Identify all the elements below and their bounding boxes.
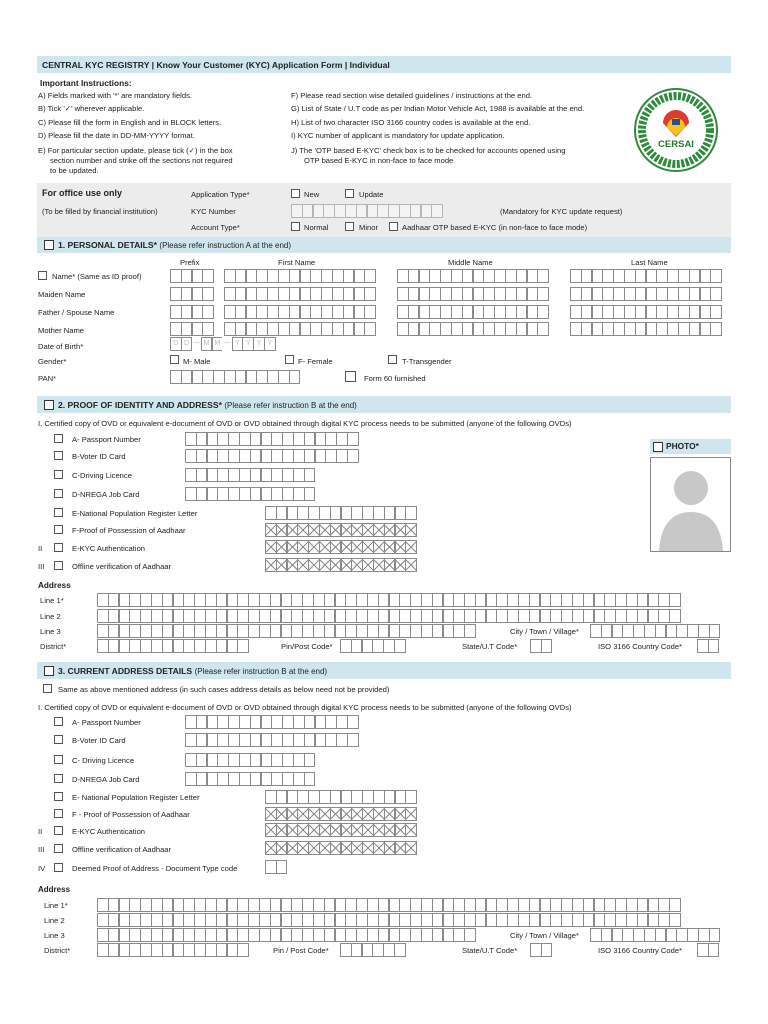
poi-ii-mark: II — [38, 544, 43, 553]
current-address-heading: 3. CURRENT ADDRESS DETAILS (Please refer instruction B at the end) — [58, 666, 328, 676]
current-offline-label: Offline verification of Aadhaar — [72, 845, 172, 854]
poi-item-label-3: D-NREGA Job Card — [72, 490, 140, 499]
current-iso-label: ISO 3166 Country Code* — [598, 946, 683, 955]
current-pin-boxes[interactable] — [340, 943, 405, 957]
poi-ekyc-boxes[interactable] — [265, 540, 416, 554]
instruction-d: D) Please fill the date in DD-MM-YYYY format. — [38, 131, 195, 140]
name-middle-boxes[interactable] — [397, 269, 548, 283]
current-item-boxes-3[interactable] — [185, 772, 315, 786]
father-spouse-name-prefix-boxes[interactable] — [170, 305, 213, 319]
poi-line1-boxes[interactable] — [97, 593, 680, 607]
photo-box[interactable] — [650, 457, 731, 552]
poi-city-boxes[interactable] — [590, 624, 720, 638]
instruction-h: H) List of two character ISO 3166 country codes is available at the end. — [291, 118, 531, 127]
normal-label: Normal — [304, 223, 329, 232]
new-label: New — [304, 190, 320, 199]
current-intro: I. Certified copy of OVD or equivalent e-document of OVD or OVD obtained through digital KYC process needs to be submitted (anyone of the following OVDs) — [38, 703, 572, 712]
poi-offline-boxes[interactable] — [265, 558, 416, 572]
current-offline-checkbox[interactable] — [54, 844, 63, 853]
poi-heading: 2. PROOF OF IDENTITY AND ADDRESS* (Please refer instruction B at the end) — [58, 400, 357, 410]
same-address-label: Same as above mentioned address (in such cases address details as below need not be provided) — [58, 685, 390, 694]
father-spouse-name-middle-boxes[interactable] — [397, 305, 548, 319]
cersai-seal-logo — [633, 77, 719, 183]
current-offline-boxes[interactable] — [265, 841, 416, 855]
current-ii-mark: II — [38, 827, 43, 836]
name-label: Name* (Same as ID proof) — [52, 272, 142, 281]
col-last-name: Last Name — [631, 258, 668, 267]
current-item-checkbox-1[interactable] — [54, 735, 63, 744]
poi-offline-label: Offline verification of Aadhaar — [72, 562, 172, 571]
poi-item-checkbox-2[interactable] — [54, 470, 63, 479]
poi-item-label-1: B-Voter ID Card — [72, 452, 126, 461]
current-city-label: City / Town / Village* — [510, 931, 579, 940]
current-item-checkbox-2[interactable] — [54, 755, 63, 764]
father-spouse-label: Father / Spouse Name — [38, 308, 115, 317]
form60-checkbox[interactable] — [345, 371, 356, 382]
personal-details-checkbox[interactable] — [44, 240, 54, 250]
form-title: CENTRAL KYC REGISTRY | Know Your Customer (KYC) Application Form | Individual — [42, 60, 390, 70]
minor-label: Minor — [359, 223, 378, 232]
poi-state-label: State/U.T Code* — [462, 642, 518, 651]
instruction-g: G) List of State / U.T code as per Indian Motor Vehicle Act, 1988 is available at the end. — [291, 104, 585, 113]
maiden-name-middle-boxes[interactable] — [397, 287, 548, 301]
poi-district-boxes[interactable] — [97, 639, 248, 653]
gender-label: Gender* — [38, 357, 67, 366]
col-middle-name: Middle Name — [448, 258, 493, 267]
name-checkbox[interactable] — [38, 271, 47, 280]
poi-item-checkbox-1[interactable] — [54, 451, 63, 460]
female-checkbox[interactable] — [285, 355, 294, 364]
poi-checkbox[interactable] — [44, 400, 54, 410]
address-heading: Address — [38, 581, 71, 590]
maiden-name-first-boxes[interactable] — [224, 287, 375, 301]
male-label: M- Male — [183, 357, 211, 366]
update-checkbox[interactable] — [345, 189, 354, 198]
name-prefix-boxes[interactable] — [170, 269, 213, 283]
poi-pin-boxes[interactable] — [340, 639, 405, 653]
transgender-checkbox[interactable] — [388, 355, 397, 364]
current-ekyc-label: E-KYC Authentication — [72, 827, 146, 836]
poi-item-boxes-4[interactable] — [265, 506, 416, 520]
mother-name-prefix-boxes[interactable] — [170, 322, 213, 336]
poi-item-boxes-5[interactable] — [265, 523, 416, 537]
update-label: Update — [359, 190, 384, 199]
pan-label: PAN* — [38, 374, 57, 383]
current-city-boxes[interactable] — [590, 928, 720, 942]
instruction-e: E) For particular section update, please tick (✓) in the box — [38, 146, 233, 155]
instruction-a: A) Fields marked with '*' are mandatory fields. — [38, 91, 192, 100]
current-district-boxes[interactable] — [97, 943, 248, 957]
poi-iii-mark: III — [38, 562, 45, 571]
instruction-i: I) KYC number of applicant is mandatory for update application. — [291, 131, 505, 140]
svg-text:CERSAI: CERSAI — [658, 139, 694, 150]
poi-offline-checkbox[interactable] — [54, 561, 63, 570]
pan-boxes[interactable] — [170, 370, 300, 384]
current-address-checkbox[interactable] — [44, 666, 54, 676]
current-item-boxes-4[interactable] — [265, 790, 416, 804]
name-first-boxes[interactable] — [224, 269, 375, 283]
mother-name-label: Mother Name — [38, 326, 85, 335]
same-address-checkbox[interactable] — [43, 684, 52, 693]
current-item-boxes-2[interactable] — [185, 753, 315, 767]
current-deemed-boxes[interactable] — [265, 860, 287, 874]
poi-item-label-5: F-Proof of Possession of Aadhaar — [72, 526, 186, 535]
poi-line2-label: Line 2 — [40, 612, 61, 621]
current-item-checkbox-4[interactable] — [54, 792, 63, 801]
father-spouse-name-last-boxes[interactable] — [570, 305, 721, 319]
photo-label: PHOTO* — [666, 441, 699, 451]
current-deemed-label: Deemed Proof of Address - Document Type code — [72, 864, 238, 873]
current-line2-label: Line 2 — [44, 916, 65, 925]
poi-item-boxes-2[interactable] — [185, 468, 315, 482]
current-item-label-4: E- National Population Register Letter — [72, 793, 200, 802]
current-item-checkbox-5[interactable] — [54, 809, 63, 818]
maiden-name-label: Maiden Name — [38, 290, 86, 299]
photo-checkbox[interactable] — [653, 442, 663, 452]
poi-district-label: District* — [40, 642, 67, 651]
mother-name-middle-boxes[interactable] — [397, 322, 548, 336]
current-item-label-3: D-NREGA Job Card — [72, 775, 140, 784]
application-type-label: Application Type* — [191, 190, 250, 199]
maiden-name-prefix-boxes[interactable] — [170, 287, 213, 301]
current-state-boxes[interactable] — [530, 943, 552, 957]
poi-iso-boxes[interactable] — [697, 639, 719, 653]
poi-line1-label: Line 1* — [40, 596, 64, 605]
current-line1-boxes[interactable] — [97, 898, 680, 912]
instruction-e-cont2: to be updated. — [50, 166, 99, 175]
poi-item-label-0: A- Passport Number — [72, 435, 141, 444]
instruction-e-cont1: section number and strike off the sections not required — [50, 156, 233, 165]
current-item-boxes-0[interactable] — [185, 715, 358, 729]
current-line3-boxes[interactable] — [97, 928, 475, 942]
current-district-label: District* — [44, 946, 71, 955]
col-first-name: First Name — [278, 258, 316, 267]
normal-checkbox[interactable] — [291, 222, 300, 231]
current-iv-mark: IV — [38, 864, 46, 873]
current-item-boxes-5[interactable] — [265, 807, 416, 821]
col-prefix: Prefix — [180, 258, 200, 267]
instruction-f: F) Please read section wise detailed guidelines / instructions at the end. — [291, 91, 533, 100]
instruction-j: J) The 'OTP based E-KYC' check box is to be checked for accounts opened using — [291, 146, 566, 155]
poi-line3-label: Line 3 — [40, 627, 61, 636]
mother-name-first-boxes[interactable] — [224, 322, 375, 336]
father-spouse-name-first-boxes[interactable] — [224, 305, 375, 319]
transgender-label: T-Transgender — [402, 357, 452, 366]
poi-item-checkbox-0[interactable] — [54, 434, 63, 443]
current-item-checkbox-3[interactable] — [54, 774, 63, 783]
dob-boxes[interactable]: D D — M M — Y Y Y Y — [170, 337, 275, 351]
poi-pin-label: Pin/Post Code* — [281, 642, 333, 651]
poi-ekyc-label: E-KYC Authentication — [72, 544, 146, 553]
current-deemed-checkbox[interactable] — [54, 863, 63, 872]
poi-item-label-4: E-National Population Register Letter — [72, 509, 198, 518]
kyc-number-label: KYC Number — [191, 207, 236, 216]
poi-line3-boxes[interactable] — [97, 624, 475, 638]
current-ekyc-checkbox[interactable] — [54, 826, 63, 835]
current-line2-boxes[interactable] — [97, 913, 680, 927]
poi-item-checkbox-3[interactable] — [54, 489, 63, 498]
instruction-c: C) Please fill the form in English and in BLOCK letters. — [38, 118, 222, 127]
female-label: F- Female — [298, 357, 333, 366]
aadhaar-otp-checkbox[interactable] — [389, 222, 398, 231]
poi-item-label-2: C-Driving Licence — [72, 471, 132, 480]
poi-item-boxes-3[interactable] — [185, 487, 315, 501]
instruction-j-cont: OTP based E-KYC in non-face to face mode — [304, 156, 454, 165]
current-line3-label: Line 3 — [44, 931, 65, 940]
aadhaar-otp-label: Aadhaar OTP based E-KYC (in non-face to face mode) — [402, 223, 588, 232]
new-checkbox[interactable] — [291, 189, 300, 198]
instruction-b: B) Tick '✓' wherever applicable. — [38, 104, 145, 113]
mother-name-last-boxes[interactable] — [570, 322, 721, 336]
office-use-title: For office use only — [42, 188, 123, 198]
current-item-label-5: F - Proof of Possession of Aadhaar — [72, 810, 190, 819]
current-item-label-0: A- Passport Number — [72, 718, 141, 727]
current-line1-label: Line 1* — [44, 901, 68, 910]
kyc-note: (Mandatory for KYC update request) — [500, 207, 623, 216]
maiden-name-last-boxes[interactable] — [570, 287, 721, 301]
current-item-label-1: B-Voter ID Card — [72, 736, 126, 745]
person-silhouette-icon — [651, 458, 730, 551]
dob-label: Date of Birth* — [38, 342, 84, 351]
poi-ekyc-checkbox[interactable] — [54, 543, 63, 552]
poi-item-boxes-0[interactable] — [185, 432, 358, 446]
male-checkbox[interactable] — [170, 355, 179, 364]
form60-label: Form 60 furnished — [364, 374, 426, 383]
minor-checkbox[interactable] — [345, 222, 354, 231]
personal-details-heading: 1. PERSONAL DETAILS* (Please refer instruction A at the end) — [58, 240, 292, 250]
current-ekyc-boxes[interactable] — [265, 823, 416, 837]
current-address-heading-label: Address — [38, 885, 71, 894]
office-use-subtitle: (To be filled by financial institution) — [42, 207, 158, 216]
poi-iso-label: ISO 3166 Country Code* — [598, 642, 683, 651]
poi-state-boxes[interactable] — [530, 639, 552, 653]
poi-intro: I. Certified copy of OVD or equivalent e-document of OVD or OVD obtained through digital KYC process needs to be submitted (anyone of the following OVDs) — [38, 419, 572, 428]
current-pin-label: Pin / Post Code* — [273, 946, 329, 955]
poi-city-label: City / Town / Village* — [510, 627, 579, 636]
name-last-boxes[interactable] — [570, 269, 721, 283]
current-item-boxes-1[interactable] — [185, 733, 358, 747]
instructions-heading: Important Instructions: — [40, 78, 132, 88]
current-iso-boxes[interactable] — [697, 943, 719, 957]
current-item-label-2: C- Driving Licence — [72, 756, 135, 765]
current-iii-mark: III — [38, 845, 45, 854]
poi-line2-boxes[interactable] — [97, 609, 680, 623]
current-state-label: State/U.T Code* — [462, 946, 518, 955]
kyc-number-boxes[interactable] — [291, 204, 442, 218]
account-type-label: Account Type* — [191, 223, 240, 232]
poi-item-checkbox-4[interactable] — [54, 508, 63, 517]
poi-item-boxes-1[interactable] — [185, 449, 358, 463]
poi-item-checkbox-5[interactable] — [54, 525, 63, 534]
current-item-checkbox-0[interactable] — [54, 717, 63, 726]
